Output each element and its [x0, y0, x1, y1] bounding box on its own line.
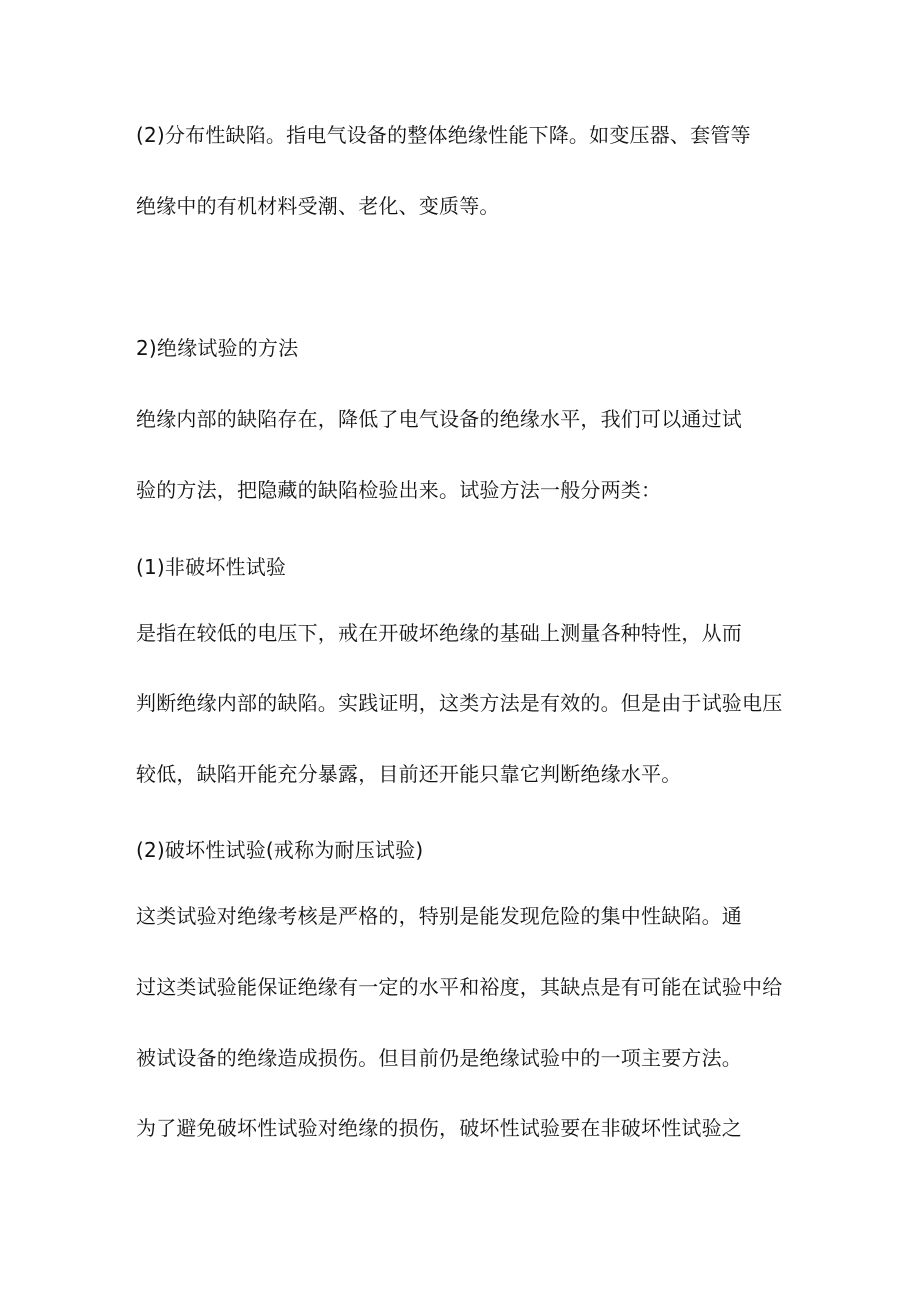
- paragraph-line: 过这类试验能保证绝缘有一定的水平和裕度，其缺点是有可能在试验中给: [136, 975, 783, 999]
- paragraph-line: (2)分布性缺陷。指电气设备的整体绝缘性能下降。如变压器、套管等: [136, 123, 751, 147]
- paragraph-line: 较低，缺陷开能充分暴露，目前还开能只靠它判断绝缘水平。: [136, 762, 682, 786]
- paragraph-line: 被试设备的绝缘造成损伤。但目前仍是绝缘试验中的一项主要方法。: [136, 1046, 742, 1070]
- paragraph-line: 绝缘中的有机材料受潮、老化、变质等。: [136, 194, 500, 218]
- paragraph-line: 判断绝缘内部的缺陷。实践证明，这类方法是有效的。但是由于试验电压: [136, 691, 783, 715]
- subsection-heading: (1)非破坏性试验: [136, 555, 287, 579]
- subsection-heading: (2)破坏性试验(戒称为耐压试验): [136, 838, 424, 862]
- paragraph-line: 这类试验对绝缘考核是严格的，特别是能发现危险的集中性缺陷。通: [136, 904, 742, 928]
- paragraph-line: 为了避免破坏性试验对绝缘的损伤，破坏性试验要在非破坏性试验之: [136, 1116, 742, 1140]
- paragraph-line: 绝缘内部的缺陷存在，降低了电气设备的绝缘水平，我们可以通过试: [136, 407, 742, 431]
- paragraph-line: 验的方法，把隐藏的缺陷检验出来。试验方法一般分两类：: [136, 478, 662, 502]
- section-heading: 2)绝缘试验的方法: [136, 336, 299, 360]
- paragraph-line: 是指在较低的电压下，戒在开破坏绝缘的基础上测量各种特性，从而: [136, 621, 742, 645]
